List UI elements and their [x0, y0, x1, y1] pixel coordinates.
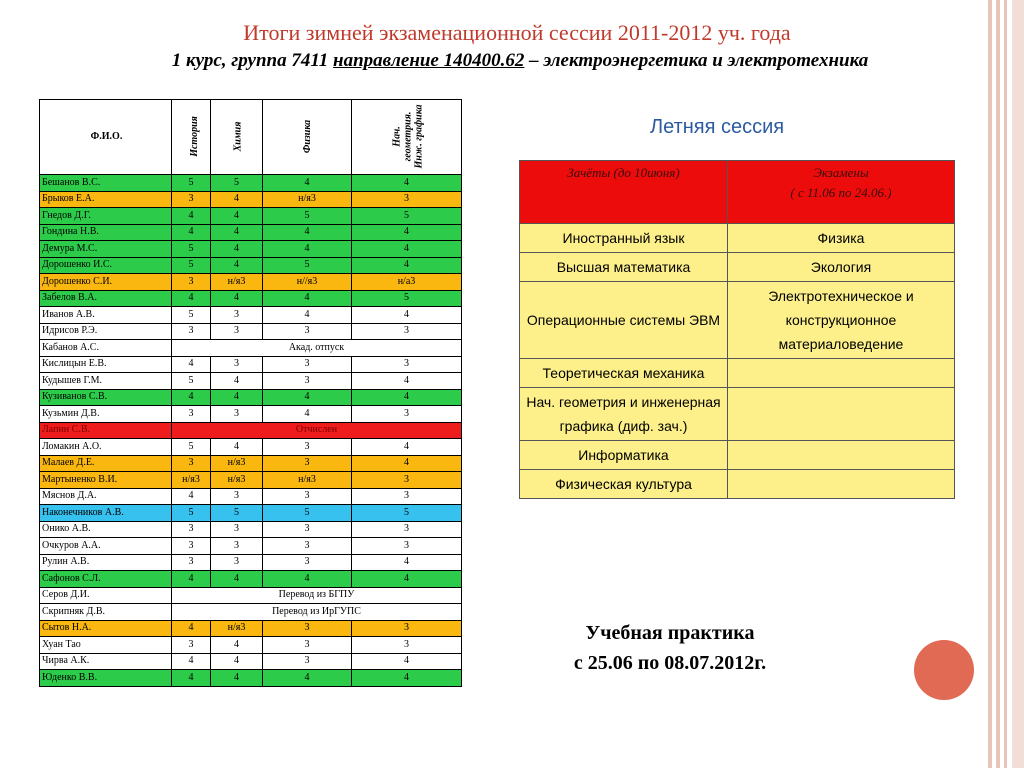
grade-cell: 3 — [263, 538, 352, 555]
grade-cell: 3 — [352, 538, 462, 555]
grade-cell: 4 — [263, 307, 352, 324]
grade-cell: 4 — [172, 224, 211, 241]
grade-cell: 3 — [352, 620, 462, 637]
page-title: Итоги зимней экзаменационной сессии 2011-2012 уч. года — [243, 20, 791, 45]
table-row — [40, 290, 462, 307]
grade-cell: 4 — [263, 670, 352, 687]
decorative-stripe — [1004, 0, 1007, 768]
grade-cell: 3 — [211, 554, 263, 571]
student-name: Скрипняк Д.В. — [40, 604, 172, 621]
practice-info — [520, 618, 820, 678]
practice-dates: с 25.06 по 08.07.2012г. — [573, 652, 767, 674]
table-row — [40, 571, 462, 588]
grade-cell: 4 — [263, 175, 352, 192]
grade-cell: 5 — [352, 208, 462, 225]
grade-cell: 4 — [352, 307, 462, 324]
student-name: Рулин А.В. — [40, 554, 172, 571]
student-name: Иванов А.В. — [40, 307, 172, 324]
grade-cell: н/я3 — [263, 191, 352, 208]
decorative-stripe — [996, 0, 1000, 768]
credit-subject: Иностранный язык — [520, 224, 728, 253]
grade-cell: 4 — [211, 373, 263, 390]
table-row — [40, 554, 462, 571]
grade-cell: 3 — [263, 637, 352, 654]
grade-cell: 3 — [352, 488, 462, 505]
grade-cell: 3 — [263, 554, 352, 571]
grade-cell: 4 — [263, 241, 352, 258]
summer-row — [520, 224, 955, 253]
grade-cell: 5 — [263, 505, 352, 522]
table-row — [40, 455, 462, 472]
summer-session-title: Летняя сессия — [650, 116, 785, 138]
grade-cell: 3 — [352, 406, 462, 423]
table-row — [40, 208, 462, 225]
grade-cell: 3 — [211, 538, 263, 555]
student-name: Хуан Тао — [40, 637, 172, 654]
table-row — [40, 340, 462, 357]
grade-cell: 4 — [352, 373, 462, 390]
student-name: Мяснов Д.А. — [40, 488, 172, 505]
status-note: Акад. отпуск — [172, 340, 462, 357]
grade-cell: 3 — [352, 521, 462, 538]
grade-cell: 4 — [172, 670, 211, 687]
student-name: Лапин С.В. — [40, 422, 172, 439]
grade-cell: 4 — [172, 389, 211, 406]
grade-cell: 5 — [172, 241, 211, 258]
grade-cell: 4 — [211, 208, 263, 225]
grade-cell: 3 — [352, 637, 462, 654]
table-row — [40, 472, 462, 489]
grade-cell: 4 — [172, 290, 211, 307]
table-row — [40, 439, 462, 456]
table-row — [40, 274, 462, 291]
table-row — [40, 488, 462, 505]
table-row — [40, 620, 462, 637]
grade-cell: 5 — [263, 257, 352, 274]
summer-session-table — [519, 160, 955, 499]
exam-subject: Физика — [728, 224, 955, 253]
grade-cell: 3 — [263, 356, 352, 373]
grade-cell: 3 — [263, 653, 352, 670]
grade-cell: 3 — [263, 521, 352, 538]
grade-cell: 3 — [172, 191, 211, 208]
grade-cell: 4 — [211, 389, 263, 406]
grade-cell: 4 — [263, 571, 352, 588]
student-name: Юденко В.В. — [40, 670, 172, 687]
student-name: Кузиванов С.В. — [40, 389, 172, 406]
student-name: Малаев Д.Е. — [40, 455, 172, 472]
column-header-history: История — [172, 100, 211, 175]
credits-header: Зачёты (до 10июня) — [520, 161, 728, 224]
student-name: Очкуров А.А. — [40, 538, 172, 555]
table-row — [40, 373, 462, 390]
summer-row — [520, 441, 955, 470]
grades-body — [40, 175, 462, 687]
student-name: Ломакин А.О. — [40, 439, 172, 456]
grade-cell: 4 — [211, 637, 263, 654]
student-name: Демура М.С. — [40, 241, 172, 258]
grade-cell: 4 — [352, 554, 462, 571]
table-row — [40, 521, 462, 538]
table-row — [40, 241, 462, 258]
grade-cell: 3 — [211, 307, 263, 324]
grade-cell: 4 — [211, 257, 263, 274]
student-name: Дорошенко И.С. — [40, 257, 172, 274]
grade-cell: 3 — [263, 373, 352, 390]
credit-subject: Высшая математика — [520, 253, 728, 282]
grade-cell: 3 — [352, 323, 462, 340]
grade-cell: 4 — [352, 257, 462, 274]
grade-cell: 3 — [172, 521, 211, 538]
grade-cell: 3 — [211, 323, 263, 340]
grade-cell: 4 — [172, 208, 211, 225]
table-row — [40, 224, 462, 241]
grade-cell: 5 — [172, 373, 211, 390]
column-header-chemistry: Химия — [211, 100, 263, 175]
grade-cell: 5 — [172, 257, 211, 274]
exams-header: Экзамены ( с 11.06 по 24.06.) — [728, 161, 955, 224]
grade-cell: 4 — [211, 670, 263, 687]
grade-cell: 3 — [352, 191, 462, 208]
grade-cell: 3 — [211, 356, 263, 373]
table-row — [40, 389, 462, 406]
summer-header-row — [520, 161, 955, 224]
table-row — [40, 653, 462, 670]
table-row — [40, 538, 462, 555]
exam-subject — [728, 359, 955, 388]
grade-cell: 4 — [263, 224, 352, 241]
summer-row — [520, 388, 955, 441]
grade-cell: 3 — [172, 455, 211, 472]
grade-cell: н/я3 — [211, 620, 263, 637]
grade-cell: 5 — [211, 505, 263, 522]
student-name: Кислицын Е.В. — [40, 356, 172, 373]
summer-row — [520, 359, 955, 388]
grade-cell: 5 — [263, 208, 352, 225]
grade-cell: 3 — [211, 488, 263, 505]
table-row — [40, 307, 462, 324]
grade-cell: 4 — [172, 653, 211, 670]
grade-cell: 5 — [172, 439, 211, 456]
student-name: Гнедов Д.Г. — [40, 208, 172, 225]
student-name: Бешанов В.С. — [40, 175, 172, 192]
credit-subject: Теоретическая механика — [520, 359, 728, 388]
table-row — [40, 637, 462, 654]
grade-cell: 3 — [172, 323, 211, 340]
credit-subject: Операционные системы ЭВМ — [520, 282, 728, 359]
credit-subject: Физическая культура — [520, 470, 728, 499]
student-name: Мартыненко В.И. — [40, 472, 172, 489]
status-note: Перевод из БГПУ — [172, 587, 462, 604]
grade-cell: 4 — [352, 571, 462, 588]
grades-header-row — [40, 100, 462, 175]
student-name: Забелов В.А. — [40, 290, 172, 307]
exam-subject — [728, 388, 955, 441]
grade-cell: 3 — [263, 323, 352, 340]
grade-cell: 3 — [263, 439, 352, 456]
grade-cell: 4 — [352, 670, 462, 687]
status-note: Отчислен — [172, 422, 462, 439]
student-name: Гондина Н.В. — [40, 224, 172, 241]
table-row — [40, 356, 462, 373]
grade-cell: 4 — [352, 455, 462, 472]
grade-cell: 4 — [352, 439, 462, 456]
grade-cell: 4 — [211, 653, 263, 670]
exam-subject — [728, 470, 955, 499]
exam-subject: Электротехническое и конструкционное материаловедение — [728, 282, 955, 359]
grade-cell: 5 — [172, 505, 211, 522]
table-row — [40, 505, 462, 522]
grade-cell: н/а3 — [352, 274, 462, 291]
grade-cell: н/я3 — [172, 472, 211, 489]
table-row — [40, 175, 462, 192]
table-row — [40, 670, 462, 687]
grade-cell: 4 — [352, 224, 462, 241]
grade-cell: 4 — [211, 241, 263, 258]
grade-cell: 4 — [172, 356, 211, 373]
grade-cell: 4 — [352, 389, 462, 406]
column-header-fio: Ф.И.О. — [40, 100, 172, 175]
grade-cell: 4 — [172, 571, 211, 588]
student-name: Кудышев Г.М. — [40, 373, 172, 390]
grade-cell: 4 — [211, 439, 263, 456]
grade-cell: 3 — [211, 521, 263, 538]
student-name: Идрисов Р.Э. — [40, 323, 172, 340]
summer-row — [520, 282, 955, 359]
grade-cell: 3 — [263, 488, 352, 505]
decorative-stripe — [988, 0, 992, 768]
grade-cell: 3 — [352, 472, 462, 489]
grade-cell: 5 — [352, 505, 462, 522]
grade-cell: н/я3 — [211, 472, 263, 489]
grade-cell: 4 — [263, 406, 352, 423]
grade-cell: 3 — [172, 538, 211, 555]
grade-cell: н/я3 — [263, 472, 352, 489]
grade-cell: н/я3 — [211, 274, 263, 291]
status-note: Перевод из ИрГУПС — [172, 604, 462, 621]
decorative-circle — [914, 640, 974, 700]
grade-cell: 3 — [172, 406, 211, 423]
grade-cell: 4 — [172, 620, 211, 637]
grade-cell: 4 — [352, 175, 462, 192]
student-name: Сытов Н.А. — [40, 620, 172, 637]
student-name: Онико А.В. — [40, 521, 172, 538]
summer-row — [520, 470, 955, 499]
table-row — [40, 604, 462, 621]
student-name: Кузьмин Д.В. — [40, 406, 172, 423]
exam-subject: Экология — [728, 253, 955, 282]
grade-cell: н//я3 — [263, 274, 352, 291]
grade-cell: 4 — [211, 290, 263, 307]
table-row — [40, 323, 462, 340]
grade-cell: 4 — [352, 241, 462, 258]
student-name: Наконечников А.В. — [40, 505, 172, 522]
grade-cell: 3 — [263, 620, 352, 637]
grade-cell: 3 — [172, 637, 211, 654]
grade-cell: 3 — [172, 554, 211, 571]
subtitle-specialty: – электроэнергетика и электротехника — [524, 50, 869, 71]
grade-cell: 5 — [352, 290, 462, 307]
grade-cell: 3 — [352, 356, 462, 373]
decorative-stripe — [1012, 0, 1024, 768]
student-name: Сафонов С.Л. — [40, 571, 172, 588]
student-name: Кабанов А.С. — [40, 340, 172, 357]
subtitle-course: 1 курс, группа 7411 — [171, 50, 334, 71]
grade-cell: 4 — [263, 389, 352, 406]
table-row — [40, 587, 462, 604]
grade-cell: 4 — [263, 290, 352, 307]
grade-cell: 4 — [211, 224, 263, 241]
summer-row — [520, 253, 955, 282]
table-row — [40, 191, 462, 208]
student-name: Серов Д.И. — [40, 587, 172, 604]
column-header-physics: Физика — [263, 100, 352, 175]
student-name: Дорошенко С.И. — [40, 274, 172, 291]
credit-subject: Информатика — [520, 441, 728, 470]
grade-cell: 5 — [172, 307, 211, 324]
grade-cell: 3 — [172, 274, 211, 291]
student-name: Чирва А.К. — [40, 653, 172, 670]
grade-cell: 4 — [352, 653, 462, 670]
exam-subject — [728, 441, 955, 470]
table-row — [40, 257, 462, 274]
grade-cell: 4 — [211, 571, 263, 588]
grade-cell: 3 — [263, 455, 352, 472]
student-name: Брыков Е.А. — [40, 191, 172, 208]
grade-cell: 4 — [211, 191, 263, 208]
page-subtitle — [60, 50, 980, 72]
credit-subject: Нач. геометрия и инженерная графика (диф. зач.) — [520, 388, 728, 441]
grade-cell: н/я3 — [211, 455, 263, 472]
grade-cell: 5 — [211, 175, 263, 192]
practice-title: Учебная практика — [585, 622, 755, 644]
table-row — [40, 422, 462, 439]
grade-cell: 4 — [172, 488, 211, 505]
grade-cell: 5 — [172, 175, 211, 192]
grades-table — [39, 99, 462, 687]
subtitle-direction: направление 140400.62 — [333, 50, 525, 71]
grade-cell: 3 — [211, 406, 263, 423]
table-row — [40, 406, 462, 423]
column-header-geometry: Нач. геометрия. Инж. графика — [352, 100, 462, 175]
